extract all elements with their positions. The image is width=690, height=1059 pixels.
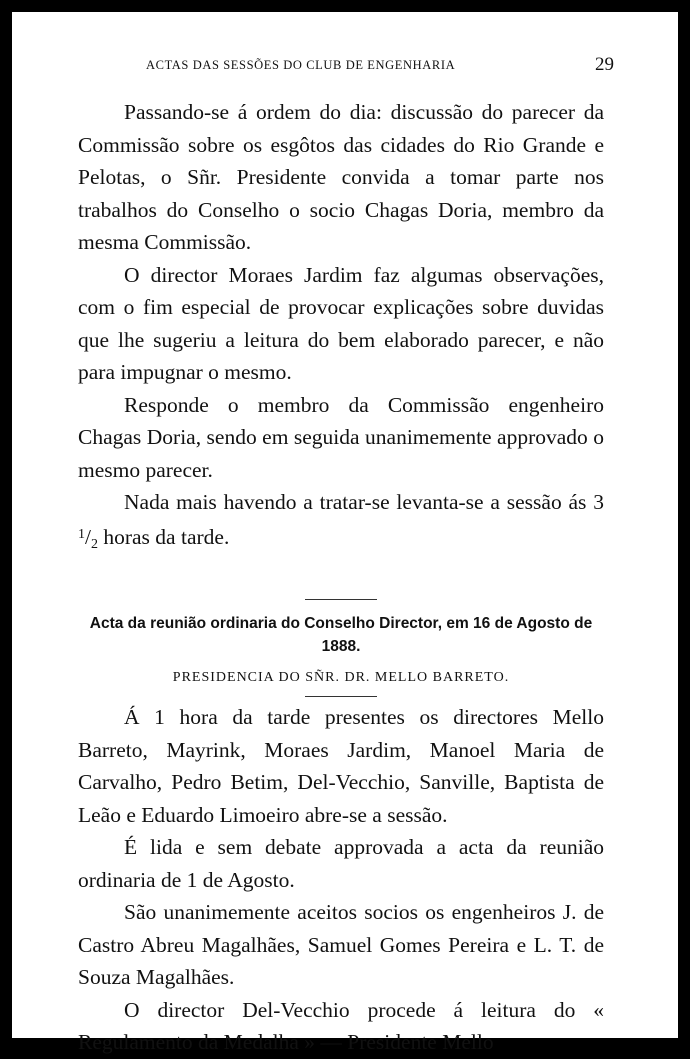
section-heading: Acta da reunião ordinaria do Conselho Director, em 16 de Agosto de 1888. bbox=[89, 615, 593, 655]
fraction-numerator: 1 bbox=[78, 526, 85, 542]
paragraph: Á 1 hora da tarde presentes os directores Mello Barreto, Mayrink, Moraes Jardim, Manoel Maria de Carvalho, Pedro Betim, Del-Vecchio, Sanville, Baptista de Leão e Eduardo Limoeiro abre-se a sessão. bbox=[78, 705, 604, 827]
separator-rule bbox=[305, 599, 377, 600]
paragraph: O director Del-Vecchio procede á leitura do « Regulamento da Medalha » — Presidente Mello bbox=[78, 997, 604, 1054]
fraction-slash: / bbox=[85, 524, 91, 549]
closing-text-before: Nada mais havendo a tratar-se levanta-se a sessão ás 3 bbox=[124, 490, 604, 514]
running-head: ACTAS DAS SESSÕES DO CLUB DE ENGENHARIA bbox=[146, 58, 456, 72]
page-number: 29 bbox=[595, 54, 614, 75]
book-page bbox=[12, 12, 678, 1054]
paragraph: O director Moraes Jardim faz algumas observações, com o fim especial de provocar explicações sobre duvidas que lhe sugeriu a leitura do bem elaborado parecer, e não para impugnar o mesmo. bbox=[78, 262, 604, 384]
paragraph: Responde o membro da Commissão engenheiro Chagas Doria, sendo em seguida unanimemente approvado o mesmo parecer. bbox=[78, 392, 604, 482]
paragraph: É lida e sem debate approvada a acta da reunião ordinaria de 1 de Agosto. bbox=[78, 835, 604, 892]
paragraph: Passando-se á ordem do dia: discussão do parecer da Commissão sobre os esgôtos das cidades do Rio Grande e Pelotas, o Sñr. Presidente convida a tomar parte nos trabalhos do Conselho o socio Chagas Doria, membro da mesma Commissão. bbox=[78, 100, 604, 254]
paragraph: São unanimemente aceitos socios os engenheiros J. de Castro Abreu Magalhães, Samuel Gomes Pereira e L. T. de Souza Magalhães. bbox=[78, 900, 604, 989]
separator-rule bbox=[305, 696, 377, 697]
closing-paragraph bbox=[78, 486, 604, 561]
closing-text-after: horas da tarde. bbox=[97, 524, 230, 549]
body-text bbox=[78, 96, 604, 1059]
fraction-denominator: 2 bbox=[90, 536, 98, 552]
section-subheading: PRESIDENCIA DO SÑR. DR. MELLO BARRETO. bbox=[172, 670, 510, 685]
page-header bbox=[12, 54, 678, 76]
